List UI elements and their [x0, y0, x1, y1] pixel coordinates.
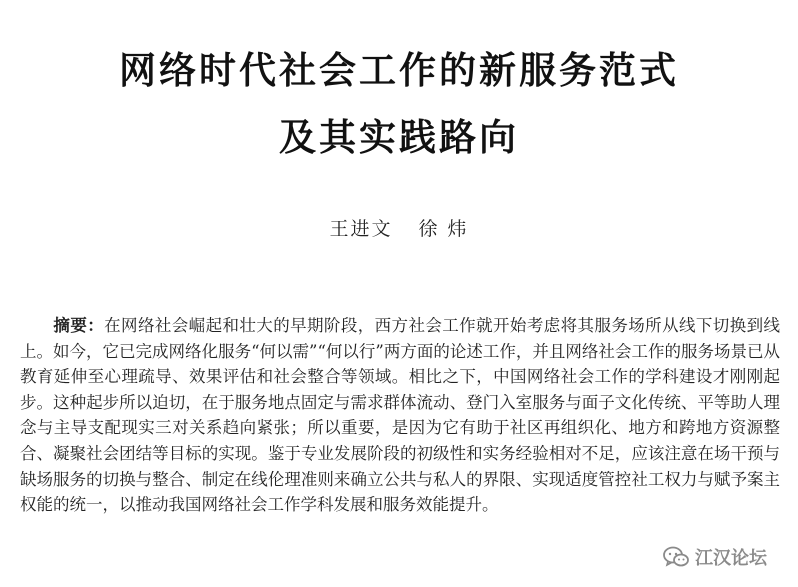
- author-1: 王进文: [329, 218, 393, 240]
- abstract-label: 摘要：: [53, 316, 105, 335]
- author-list: [0, 214, 798, 241]
- abstract: [20, 313, 780, 518]
- wechat-icon: [663, 546, 689, 568]
- watermark: [663, 544, 767, 570]
- abstract-text: 在网络社会崛起和壮大的早期阶段，西方社会工作就开始考虑将其服务场所从线下切换到线上。如今，它已完成网络化服务“何以需”“何以行”两方面的论述工作，并且网络社会工作的服务场景已从教育延伸至心理疏导、效果评估和社会整合等领域。相比之下，中国网络社会工作的学科建设才刚刚起步。这种起步所以迫切，在于服务地点固定与需求群体流动、登门入室服务与面子文化传统、平等助人理念与主导支配现实三对关系趋向紧张；所以重要，是因为它有助于社区再组织化、地方和跨地方资源整合、凝聚社会团结等目标的实现。鉴于专业发展阶段的初级性和实务经验相对不足，应该注意在场干预与缺场服务的切换与整合、制定在线伦理准则来确立公共与私人的界限、实现适度管控社工权力与赋予案主权能的统一，以推动我国网络社会工作学科发展和服务效能提升。: [20, 316, 781, 515]
- title-line-2: 及其实践路向: [279, 115, 519, 159]
- watermark-text: 江汉论坛: [695, 548, 767, 569]
- title-line-1: 网络时代社会工作的新服务范式: [119, 48, 679, 92]
- author-2: 徐 炜: [418, 218, 469, 240]
